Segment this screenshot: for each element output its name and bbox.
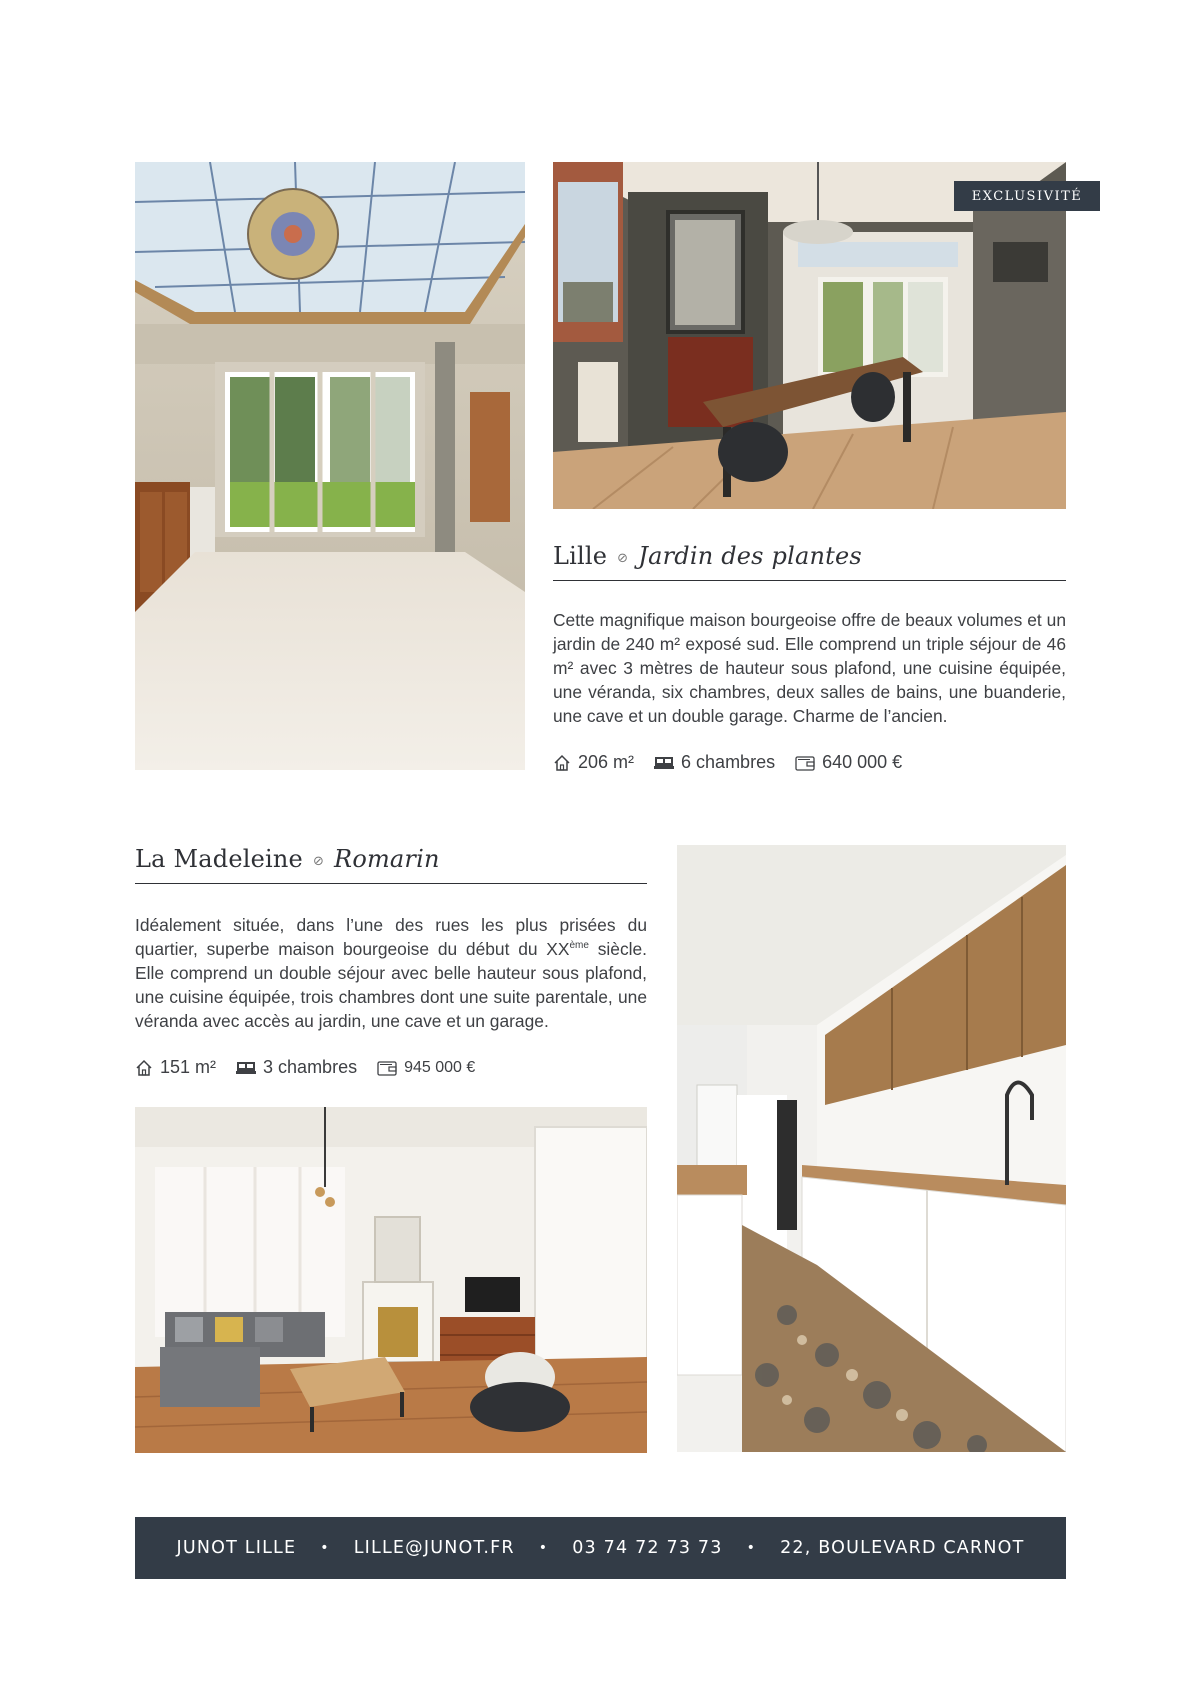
listing-1-title	[553, 542, 862, 570]
listing-2-description: Idéalement située, dans l’une des rues les plus prisées du quartier, superbe maison bourgeoise du début du XXème siècle. Elle comprend un double séjour avec belle hauteur sous plafond, une cuisine équipée, trois chambres dont une suite parentale, une véranda avec accès au jardin, une cave et un garage.	[135, 915, 648, 1031]
listing-1-district: Jardin des plantes	[638, 542, 862, 570]
house-icon	[135, 1059, 153, 1077]
footer-email[interactable]: LILLE@JUNOT.FR	[353, 1538, 515, 1558]
wallet-icon	[377, 1060, 397, 1076]
footer-address: 22, BOULEVARD CARNOT	[780, 1538, 1025, 1558]
footer-contact-bar	[135, 1517, 1066, 1579]
bed-icon	[654, 755, 674, 771]
listing-2-bedrooms: 3 chambres	[236, 1057, 357, 1078]
wallet-icon	[795, 755, 815, 771]
photo-living-room-stained-glass	[135, 162, 525, 770]
exclusivity-badge: EXCLUSIVITÉ	[954, 181, 1100, 211]
listing-2-surface: 151 m²	[135, 1057, 216, 1078]
house-icon	[553, 754, 571, 772]
photo-living-room-sofa	[135, 1107, 647, 1453]
listing-2-city: La Madeleine	[135, 845, 303, 873]
photo-dining-room	[553, 162, 1066, 509]
footer-separator: •	[746, 1540, 757, 1556]
footer-agency: JUNOT LILLE	[176, 1538, 297, 1558]
listing-1-price: 640 000 €	[795, 752, 902, 773]
footer-phone[interactable]: 03 74 72 73 73	[572, 1538, 723, 1558]
footer-separator: •	[538, 1540, 549, 1556]
footer-separator: •	[320, 1540, 330, 1556]
listing-1-bedrooms: 6 chambres	[654, 752, 775, 773]
pin-icon: ⊘	[312, 854, 325, 869]
bed-icon	[236, 1060, 256, 1076]
listing-2-district: Romarin	[334, 845, 440, 873]
photo-kitchen	[677, 845, 1066, 1452]
listing-2-features	[135, 1057, 495, 1078]
listing-1-description: Cette magnifique maison bourgeoise offre de beaux volumes et un jardin de 240 m² exposé sud. Elle comprend un triple séjour de 46 m² avec 3 mètres de hauteur sous plafond, une cuisine équipée, une véranda, six chambres, deux salles de bains, une buanderie, une cave et un double garage. Charme de l’ancien.	[553, 610, 1066, 726]
listing-1-city: Lille	[553, 542, 608, 570]
listing-2-price: 945 000 €	[377, 1059, 475, 1077]
listing-2-title	[135, 845, 440, 873]
listing-1-surface: 206 m²	[553, 752, 634, 773]
pin-icon: ⊘	[617, 551, 629, 566]
listing-1-features	[553, 752, 922, 773]
listing-1-title-underline	[553, 580, 1066, 581]
listing-2-title-underline	[135, 883, 647, 884]
